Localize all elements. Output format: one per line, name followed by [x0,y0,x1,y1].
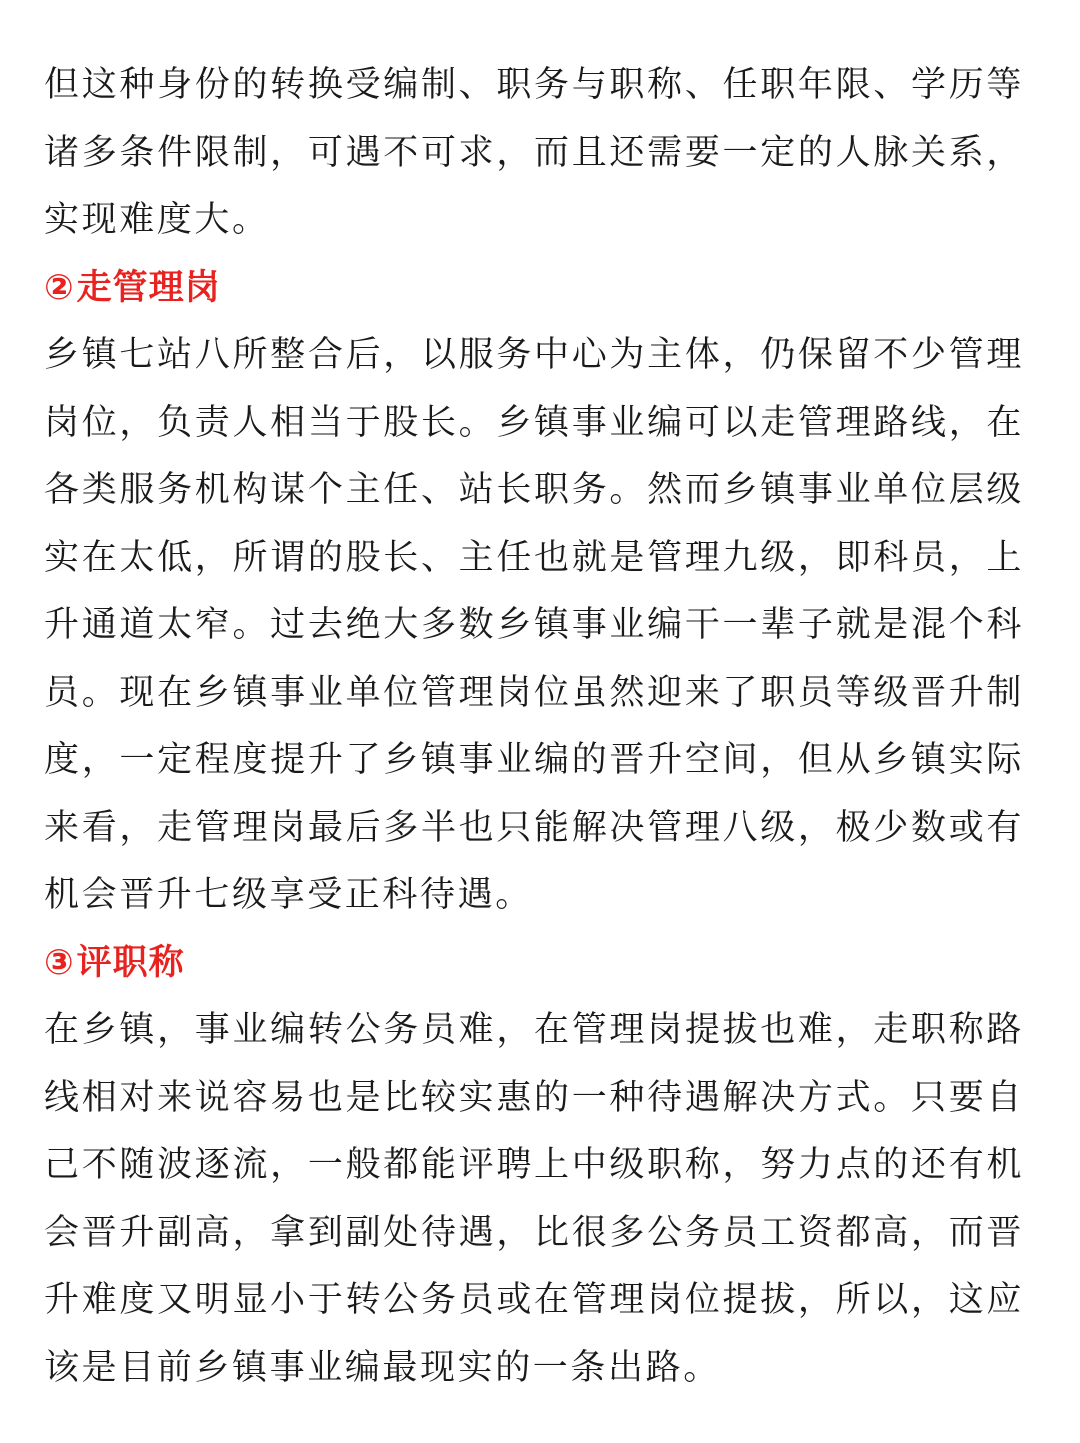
section-heading-management [44,255,1024,323]
section-title-management: 走管理岗 [76,267,221,308]
section-heading-title-evaluation [44,930,1024,998]
intro-paragraph: 但这种身份的转换受编制、职务与职称、任职年限、学历等诸多条件限制，可遇不可求，而且还需要一定的人脉关系，实现难度大。 [44,65,1024,240]
section-number-2: ② [44,267,75,308]
section-body-title-evaluation: 在乡镇，事业编转公务员难，在管理岗提拔也难，走职称路线相对来说容易也是比较实惠的一种待遇解决方式。只要自己不随波逐流，一般都能评聘上中级职称，努力点的还有机会晋升副高，拿到副处待遇，比很多公务员工资都高，而晋升难度又明显小于转公务员或在管理岗位提拔，所以，这应该是目前乡镇事业编最现实的一条出路。 [44,1010,1024,1388]
section-title-evaluation: 评职称 [76,942,185,983]
section-number-3: ③ [44,942,75,983]
section-body-management: 乡镇七站八所整合后，以服务中心为主体，仍保留不少管理岗位，负责人相当于股长。乡镇事业编可以走管理路线，在各类服务机构谋个主任、站长职务。然而乡镇事业单位层级实在太低，所谓的股长、主任也就是管理九级，即科员，上升通道太窄。过去绝大多数乡镇事业编干一辈子就是混个科员。现在乡镇事业单位管理岗位虽然迎来了职员等级晋升制度，一定程度提升了乡镇事业编的晋升空间，但从乡镇实际来看，走管理岗最后多半也只能解决管理八级，极少数或有机会晋升七级享受正科待遇。 [44,335,1024,915]
